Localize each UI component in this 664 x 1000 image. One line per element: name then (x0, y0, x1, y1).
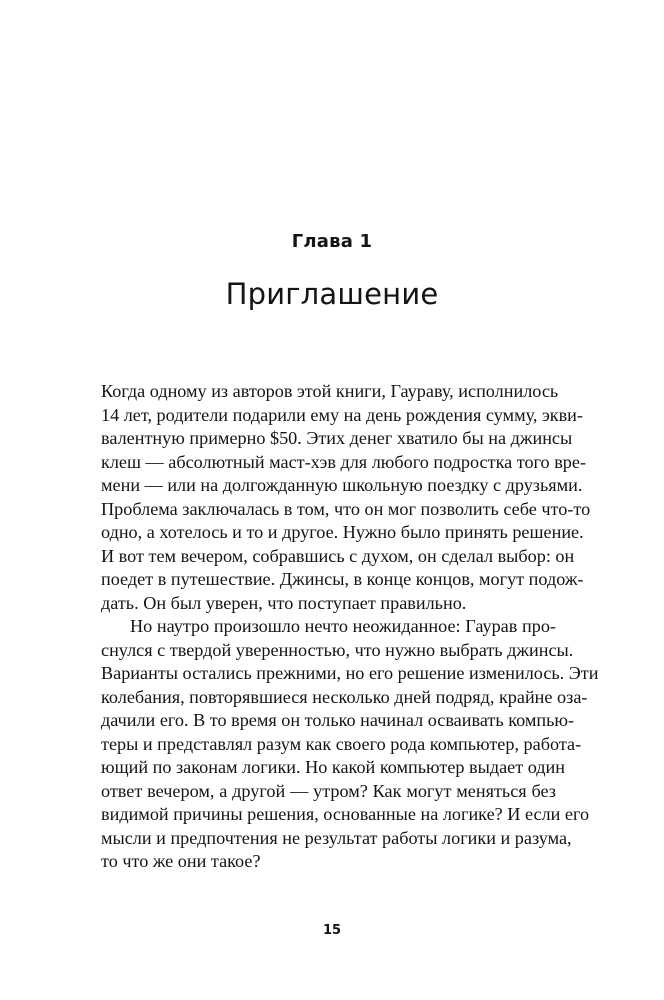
chapter-title: Приглашение (225, 277, 439, 311)
text-line: дачили его. В то время он только начинал осваивать компью- (101, 710, 575, 730)
text-line: ющий по законам логики. Но какой компьютер выдает один (101, 757, 566, 777)
text-line: Варианты остались прежними, но его решение изменилось. Эти (101, 663, 599, 683)
text-line: то что же они такое? (101, 851, 261, 871)
text-line: видимой причины решения, основанные на логике? И если его (101, 804, 590, 824)
text-line: ответ вечером, а другой — утром? Как могут меняться без (101, 780, 556, 801)
text-line: Но наутро произошло нечто неожиданное: Гаурав про- (130, 616, 556, 636)
text-line: теры и представлял разум как своего рода компьютер, работа- (101, 733, 582, 754)
text-line: мысли и предпочтения не результат работы логики и разума, (101, 827, 572, 848)
text-line: 14 лет, родители подарили ему на день рождения сумму, экви- (101, 404, 583, 425)
text-line: валентную примерно $50. Этих денег хватило бы на джинсы (101, 428, 573, 448)
text-line: И вот тем вечером, собравшись с духом, он сделал выбор: он (101, 545, 575, 566)
chapter-label: Глава 1 (291, 231, 373, 252)
text-line: Проблема заключалась в том, что он мог позволить себе что-то (101, 498, 591, 519)
text-line: дать. Он был уверен, что поступает правильно. (101, 592, 467, 613)
text-line: снулся с твердой уверенностью, что нужно выбрать джинсы. (101, 639, 574, 660)
text-line: одно, а хотелось и то и другое. Нужно было принять решение. (101, 522, 584, 542)
page-number: 15 (322, 923, 342, 938)
text-line: колебания, повторявшиеся несколько дней подряд, крайне оза- (101, 686, 588, 707)
text-line: клеш — абсолютный маст-хэв для любого подростка того вре- (101, 451, 587, 472)
paragraph (101, 380, 591, 615)
text-line: мени — или на долгожданную школьную поездку с друзьями. (101, 475, 583, 495)
body-text (101, 380, 599, 874)
paragraph (101, 615, 599, 874)
text-line: Когда одному из авторов этой книги, Гаураву, исполнилось (101, 381, 559, 401)
text-line: поедет в путешествие. Джинсы, в конце концов, могут подож- (101, 569, 584, 589)
